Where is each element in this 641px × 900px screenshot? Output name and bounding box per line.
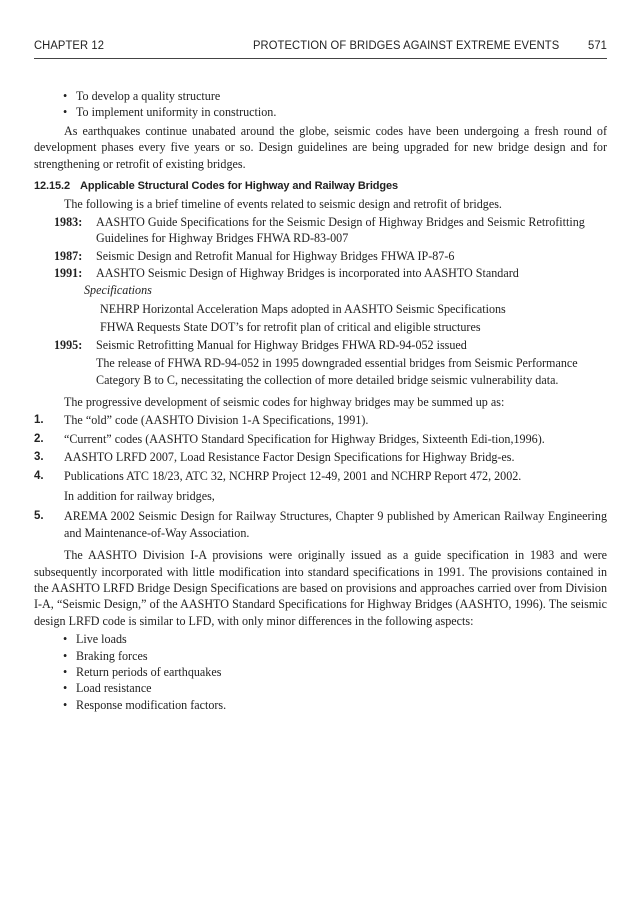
- bullet-item: • Braking forces: [34, 648, 607, 664]
- page-header: [34, 40, 607, 59]
- paragraph-progressive: The progressive development of seismic codes for highway bridges may be summed up as:: [64, 394, 505, 409]
- timeline-year: 1991:: [54, 266, 83, 281]
- header-rule: [34, 58, 607, 59]
- timeline-entry-1995: [34, 337, 607, 353]
- bullet-item: • To implement uniformity in construction.: [34, 104, 607, 120]
- page-body: [34, 88, 607, 713]
- item-number: 5.: [34, 510, 44, 523]
- section-number: 12.15.2: [34, 180, 71, 193]
- bullet-item: • To develop a quality structure: [34, 88, 607, 104]
- timeline-release-note: The release of FHWA RD-94-052 in 1995 downgraded essential bridges from Seismic Performance Category B to C, necessitating the collection of more detailed bridge seismic vulnerability data.: [96, 356, 578, 387]
- timeline-specifications: Specifications: [84, 283, 152, 298]
- timeline-fhwa-requests: FHWA Requests State DOT’s for retrofit plan of critical and eligible structures: [100, 320, 481, 335]
- code-item-1: [34, 412, 607, 428]
- bullet-item: • Return periods of earthquakes: [34, 664, 607, 680]
- timeline-text: AASHTO Seismic Design of Highway Bridges is incorporated into AASHTO Standard: [96, 266, 519, 281]
- timeline-nehrp: NEHRP Horizontal Acceleration Maps adopted in AASHTO Seismic Specifications: [100, 301, 506, 316]
- page-number: 571: [588, 39, 607, 53]
- item-number: 3.: [34, 451, 44, 464]
- timeline-year: 1987:: [54, 248, 83, 263]
- timeline-year: 1995:: [54, 337, 83, 352]
- chapter-label: CHAPTER 12: [34, 39, 105, 53]
- item-text: AASHTO LRFD 2007, Load Resistance Factor Design Specifications for Highway Bridg-es.: [64, 450, 515, 465]
- paragraph-timeline-intro: The following is a brief timeline of events related to seismic design and retrofit of bridges.: [64, 197, 502, 212]
- code-item-5: [34, 508, 607, 541]
- code-item-3: [34, 449, 607, 465]
- section-title: Applicable Structural Codes for Highway and Railway Bridges: [80, 180, 399, 193]
- timeline-entry-1991: [34, 265, 607, 281]
- item-number: 1.: [34, 414, 44, 427]
- bullet-item: • Response modification factors.: [34, 697, 607, 713]
- railway-intro: In addition for railway bridges,: [64, 488, 215, 503]
- bullet-item: • Load resistance: [34, 680, 607, 696]
- item-text: “Current” codes (AASHTO Standard Specification for Highway Bridges, Sixteenth Edi-tion,1996).: [64, 431, 545, 446]
- paragraph-division: The AASHTO Division I-A provisions were originally issued as a guide specification in 1983 and were subsequently incorporated with little modification into standard specifications in 1991. The provisions contained in the AASHTO LRFD Bridge Design Specifications are based on provisions and approaches carried over from Division I-A, “Seismic Design,” of the AASHTO Standard Specifications for Highway Bridges (AASHTO, 1996). The seismic design LRFD code is similar to LFD, with only minor differences in the following aspects:: [34, 548, 607, 628]
- item-text: Publications ATC 18/23, ATC 32, NCHRP Project 12-49, 2001 and NCHRP Report 472, 2002.: [64, 468, 522, 483]
- running-title: PROTECTION OF BRIDGES AGAINST EXTREME EVENTS: [253, 39, 560, 53]
- timeline-text: AASHTO Guide Specifications for the Seismic Design of Highway Bridges and Seismic Retrofitting Guidelines for Highway Bridges FHWA RD-83-007: [96, 214, 585, 246]
- aspects-bullet-list: [34, 631, 607, 713]
- item-number: 2.: [34, 432, 44, 445]
- section-heading: [34, 178, 607, 194]
- intro-bullet-list: [34, 88, 607, 121]
- timeline-entry-1987: [34, 248, 607, 264]
- timeline-year: 1983:: [54, 214, 83, 229]
- timeline-entry-1983: [34, 214, 607, 247]
- timeline-text: Seismic Design and Retrofit Manual for Highway Bridges FHWA IP-87-6: [96, 248, 455, 263]
- item-number: 4.: [34, 469, 44, 482]
- timeline-text: Seismic Retrofitting Manual for Highway Bridges FHWA RD-94-052 issued: [96, 337, 467, 352]
- bullet-item: • Live loads: [34, 631, 607, 647]
- item-text: The “old” code (AASHTO Division 1-A Specifications, 1991).: [64, 413, 369, 428]
- code-item-2: [34, 431, 607, 447]
- item-text: AREMA 2002 Seismic Design for Railway Structures, Chapter 9 published by American Railway Engineering and Maintenance-of-Way Association.: [64, 509, 607, 540]
- paragraph-earthquakes: As earthquakes continue unabated around the globe, seismic codes have been undergoing a fresh round of development phases every five years or so. Design guidelines are being upgraded for new bridge design and for strengthening or retrofit of existing bridges.: [34, 123, 607, 171]
- code-item-4: [34, 468, 607, 484]
